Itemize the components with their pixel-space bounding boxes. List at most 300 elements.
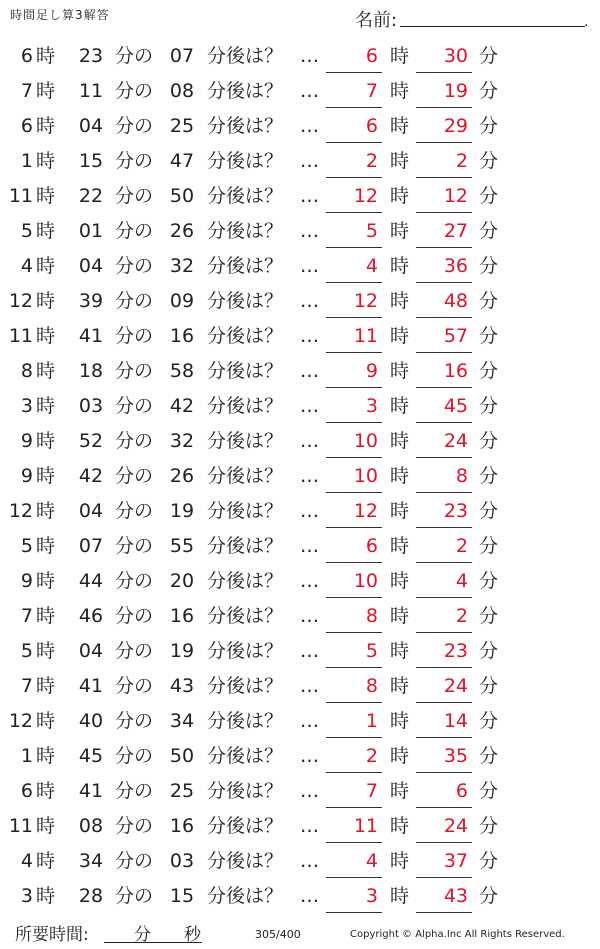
hour-unit: 時 [36, 255, 56, 277]
answer-minute-line [416, 212, 472, 213]
answer-minute-unit: 分 [479, 605, 499, 627]
answer-minute-line [416, 702, 472, 703]
problem-row [0, 144, 600, 179]
ellipsis: … [300, 430, 320, 452]
answer-minute[interactable]: 29 [443, 115, 468, 137]
hour-unit: 時 [36, 45, 56, 67]
answer-minute-line [416, 597, 472, 598]
question-text: 分後は？ [207, 850, 284, 872]
answer-hour-line [326, 527, 382, 528]
ellipsis: … [300, 675, 320, 697]
start-hour: 7 [20, 605, 33, 627]
answer-minute-unit: 分 [479, 150, 499, 172]
start-minute: 22 [78, 185, 104, 207]
answer-minute[interactable]: 30 [443, 45, 468, 67]
answer-hour-line [326, 72, 382, 73]
start-minute: 41 [78, 325, 104, 347]
start-minute: 07 [78, 535, 104, 557]
problem-row [0, 179, 600, 214]
answer-hour-line [326, 562, 382, 563]
answer-minute-line [416, 912, 472, 913]
start-minute: 45 [78, 745, 104, 767]
answer-minute[interactable]: 2 [455, 150, 468, 172]
start-hour: 11 [8, 815, 33, 837]
problem-row [0, 704, 600, 739]
minute-of-label: 分の [115, 290, 154, 312]
answer-minute[interactable]: 6 [455, 780, 468, 802]
answer-minute-line [416, 107, 472, 108]
answer-minute-line [416, 352, 472, 353]
start-hour: 12 [8, 290, 33, 312]
answer-minute[interactable]: 4 [455, 570, 468, 592]
question-text: 分後は？ [207, 500, 284, 522]
answer-hour-unit: 時 [390, 115, 410, 137]
start-minute: 41 [78, 675, 104, 697]
hour-unit: 時 [36, 710, 56, 732]
added-minutes: 15 [169, 885, 195, 907]
answer-minute-unit: 分 [479, 80, 499, 102]
answer-minute-unit: 分 [479, 500, 499, 522]
problem-row [0, 669, 600, 704]
ellipsis: … [300, 115, 320, 137]
start-hour: 3 [20, 395, 33, 417]
answer-minute-line [416, 492, 472, 493]
ellipsis: … [300, 710, 320, 732]
question-text: 分後は？ [207, 185, 284, 207]
question-text: 分後は？ [207, 290, 284, 312]
answer-hour[interactable]: 10 [353, 570, 378, 592]
minute-of-label: 分の [115, 500, 154, 522]
added-minutes: 26 [169, 465, 195, 487]
ellipsis: … [300, 570, 320, 592]
start-minute: 28 [78, 885, 104, 907]
ellipsis: … [300, 80, 320, 102]
answer-hour-unit: 時 [390, 185, 410, 207]
minute-of-label: 分の [115, 570, 154, 592]
question-text: 分後は？ [207, 150, 284, 172]
name-field-dot: . [584, 14, 589, 30]
answer-minute[interactable]: 57 [443, 325, 468, 347]
answer-minute-unit: 分 [479, 255, 499, 277]
start-minute: 15 [78, 150, 104, 172]
problem-row [0, 389, 600, 424]
added-minutes: 47 [169, 150, 195, 172]
answer-minute[interactable]: 2 [455, 535, 468, 557]
answer-hour[interactable]: 8 [365, 605, 378, 627]
question-text: 分後は？ [207, 115, 284, 137]
ellipsis: … [300, 885, 320, 907]
answer-hour-line [326, 107, 382, 108]
start-minute: 39 [78, 290, 104, 312]
hour-unit: 時 [36, 570, 56, 592]
answer-minute[interactable]: 24 [443, 675, 468, 697]
answer-minute-line [416, 807, 472, 808]
start-hour: 12 [8, 710, 33, 732]
answer-minute-unit: 分 [479, 290, 499, 312]
added-minutes: 50 [169, 745, 195, 767]
problem-row [0, 774, 600, 809]
problem-row [0, 424, 600, 459]
answer-minute[interactable]: 37 [443, 850, 468, 872]
answer-hour-line [326, 177, 382, 178]
start-hour: 5 [20, 220, 33, 242]
question-text: 分後は？ [207, 885, 284, 907]
start-hour: 1 [20, 745, 33, 767]
answer-hour[interactable]: 2 [365, 150, 378, 172]
ellipsis: … [300, 150, 320, 172]
question-text: 分後は？ [207, 395, 284, 417]
ellipsis: … [300, 745, 320, 767]
answer-hour-line [326, 317, 382, 318]
answer-hour[interactable]: 11 [353, 815, 378, 837]
problem-row [0, 39, 600, 74]
minute-of-label: 分の [115, 675, 154, 697]
answer-hour-line [326, 492, 382, 493]
answer-hour-unit: 時 [390, 395, 410, 417]
answer-hour[interactable]: 12 [353, 500, 378, 522]
answer-hour-line [326, 387, 382, 388]
start-hour: 7 [20, 675, 33, 697]
start-hour: 9 [20, 465, 33, 487]
answer-hour[interactable]: 12 [353, 290, 378, 312]
answer-minute[interactable]: 48 [443, 290, 468, 312]
answer-minute[interactable]: 23 [443, 640, 468, 662]
start-minute: 03 [78, 395, 104, 417]
answer-hour-unit: 時 [390, 150, 410, 172]
answer-minute-line [416, 562, 472, 563]
problem-row [0, 739, 600, 774]
start-hour: 1 [20, 150, 33, 172]
elapsed-second-unit: 秒 [184, 925, 201, 945]
question-text: 分後は？ [207, 745, 284, 767]
minute-of-label: 分の [115, 465, 154, 487]
answer-hour[interactable]: 9 [365, 360, 378, 382]
answer-hour[interactable]: 6 [365, 115, 378, 137]
question-text: 分後は？ [207, 325, 284, 347]
start-minute: 23 [78, 45, 104, 67]
added-minutes: 16 [169, 605, 195, 627]
answer-hour-line [326, 457, 382, 458]
problem-row [0, 844, 600, 879]
answer-hour-line [326, 912, 382, 913]
problem-row [0, 459, 600, 494]
answer-hour[interactable]: 6 [365, 45, 378, 67]
ellipsis: … [300, 640, 320, 662]
problem-row [0, 354, 600, 389]
hour-unit: 時 [36, 290, 56, 312]
answer-minute-unit: 分 [479, 780, 499, 802]
answer-hour-line [326, 772, 382, 773]
answer-hour-unit: 時 [390, 430, 410, 452]
answer-minute[interactable]: 12 [443, 185, 468, 207]
question-text: 分後は？ [207, 640, 284, 662]
answer-minute-unit: 分 [479, 675, 499, 697]
hour-unit: 時 [36, 430, 56, 452]
start-minute: 34 [78, 850, 104, 872]
minute-of-label: 分の [115, 430, 154, 452]
question-text: 分後は？ [207, 45, 284, 67]
ellipsis: … [300, 255, 320, 277]
answer-hour[interactable]: 3 [365, 395, 378, 417]
start-minute: 04 [78, 115, 104, 137]
start-minute: 42 [78, 465, 104, 487]
start-hour: 6 [20, 115, 33, 137]
answer-minute-line [416, 247, 472, 248]
start-minute: 46 [78, 605, 104, 627]
elapsed-time-label: 所要時間: [15, 925, 89, 945]
ellipsis: … [300, 360, 320, 382]
answer-hour-unit: 時 [390, 815, 410, 837]
question-text: 分後は？ [207, 570, 284, 592]
worksheet-title: 時間足し算3解答 [10, 8, 110, 22]
hour-unit: 時 [36, 780, 56, 802]
answer-minute-line [416, 177, 472, 178]
answer-minute[interactable]: 8 [455, 465, 468, 487]
answer-hour-unit: 時 [390, 80, 410, 102]
ellipsis: … [300, 290, 320, 312]
added-minutes: 09 [169, 290, 195, 312]
elapsed-minute-unit: 分 [134, 925, 151, 945]
answer-minute-line [416, 317, 472, 318]
answer-minute-unit: 分 [479, 710, 499, 732]
minute-of-label: 分の [115, 395, 154, 417]
answer-hour[interactable]: 1 [365, 710, 378, 732]
answer-minute-line [416, 527, 472, 528]
minute-of-label: 分の [115, 220, 154, 242]
answer-hour-unit: 時 [390, 710, 410, 732]
answer-minute-unit: 分 [479, 325, 499, 347]
answer-hour-line [326, 737, 382, 738]
start-minute: 40 [78, 710, 104, 732]
answer-minute[interactable]: 24 [443, 815, 468, 837]
answer-hour-line [326, 667, 382, 668]
name-label: 名前: [355, 10, 398, 31]
answer-minute[interactable]: 2 [455, 605, 468, 627]
ellipsis: … [300, 220, 320, 242]
answer-hour-unit: 時 [390, 885, 410, 907]
hour-unit: 時 [36, 885, 56, 907]
answer-minute-line [416, 737, 472, 738]
answer-hour-unit: 時 [390, 290, 410, 312]
answer-hour[interactable]: 2 [365, 745, 378, 767]
ellipsis: … [300, 395, 320, 417]
hour-unit: 時 [36, 640, 56, 662]
answer-hour-unit: 時 [390, 675, 410, 697]
problem-row [0, 249, 600, 284]
answer-minute-line [416, 142, 472, 143]
problem-row [0, 564, 600, 599]
ellipsis: … [300, 185, 320, 207]
start-hour: 4 [20, 850, 33, 872]
added-minutes: 07 [169, 45, 195, 67]
added-minutes: 58 [169, 360, 195, 382]
answer-minute-line [416, 422, 472, 423]
answer-minute-line [416, 842, 472, 843]
answer-hour-unit: 時 [390, 780, 410, 802]
problem-row [0, 74, 600, 109]
answer-hour[interactable]: 4 [365, 850, 378, 872]
ellipsis: … [300, 465, 320, 487]
answer-hour-line [326, 422, 382, 423]
answer-hour-line [326, 282, 382, 283]
answer-hour[interactable]: 7 [365, 780, 378, 802]
added-minutes: 25 [169, 780, 195, 802]
answer-hour[interactable]: 5 [365, 640, 378, 662]
answer-minute-line [416, 667, 472, 668]
hour-unit: 時 [36, 185, 56, 207]
added-minutes: 19 [169, 500, 195, 522]
answer-hour-line [326, 212, 382, 213]
question-text: 分後は？ [207, 605, 284, 627]
elapsed-time-underline[interactable] [104, 942, 202, 943]
answer-hour-line [326, 877, 382, 878]
answer-minute[interactable]: 23 [443, 500, 468, 522]
minute-of-label: 分の [115, 185, 154, 207]
answer-hour[interactable]: 12 [353, 185, 378, 207]
minute-of-label: 分の [115, 535, 154, 557]
hour-unit: 時 [36, 850, 56, 872]
question-text: 分後は？ [207, 815, 284, 837]
start-minute: 52 [78, 430, 104, 452]
answer-hour-unit: 時 [390, 745, 410, 767]
answer-minute-line [416, 772, 472, 773]
added-minutes: 26 [169, 220, 195, 242]
problem-row [0, 214, 600, 249]
answer-minute-unit: 分 [479, 185, 499, 207]
ellipsis: … [300, 500, 320, 522]
answer-hour[interactable]: 7 [365, 80, 378, 102]
answer-hour-line [326, 632, 382, 633]
answer-minute-unit: 分 [479, 395, 499, 417]
answer-hour-unit: 時 [390, 850, 410, 872]
question-text: 分後は？ [207, 780, 284, 802]
name-field-line[interactable] [400, 26, 585, 27]
answer-hour[interactable]: 10 [353, 430, 378, 452]
answer-hour[interactable]: 4 [365, 255, 378, 277]
answer-hour[interactable]: 5 [365, 220, 378, 242]
added-minutes: 16 [169, 815, 195, 837]
hour-unit: 時 [36, 360, 56, 382]
added-minutes: 08 [169, 80, 195, 102]
added-minutes: 50 [169, 185, 195, 207]
answer-minute[interactable]: 19 [443, 80, 468, 102]
answer-minute[interactable]: 27 [443, 220, 468, 242]
page-number: 305/400 [255, 928, 301, 941]
answer-minute-line [416, 387, 472, 388]
answer-hour[interactable]: 10 [353, 465, 378, 487]
answer-minute-unit: 分 [479, 465, 499, 487]
answer-minute-unit: 分 [479, 430, 499, 452]
added-minutes: 25 [169, 115, 195, 137]
answer-hour[interactable]: 3 [365, 885, 378, 907]
answer-minute[interactable]: 45 [443, 395, 468, 417]
answer-hour-line [326, 247, 382, 248]
problem-row [0, 529, 600, 564]
minute-of-label: 分の [115, 45, 154, 67]
start-minute: 18 [78, 360, 104, 382]
answer-hour-line [326, 142, 382, 143]
ellipsis: … [300, 605, 320, 627]
minute-of-label: 分の [115, 115, 154, 137]
ellipsis: … [300, 45, 320, 67]
answer-hour-unit: 時 [390, 500, 410, 522]
hour-unit: 時 [36, 80, 56, 102]
hour-unit: 時 [36, 535, 56, 557]
answer-hour-unit: 時 [390, 640, 410, 662]
ellipsis: … [300, 850, 320, 872]
minute-of-label: 分の [115, 745, 154, 767]
question-text: 分後は？ [207, 360, 284, 382]
answer-minute-unit: 分 [479, 815, 499, 837]
problem-row [0, 319, 600, 354]
start-hour: 4 [20, 255, 33, 277]
added-minutes: 03 [169, 850, 195, 872]
question-text: 分後は？ [207, 220, 284, 242]
added-minutes: 19 [169, 640, 195, 662]
answer-minute-unit: 分 [479, 360, 499, 382]
answer-hour-unit: 時 [390, 570, 410, 592]
start-hour: 3 [20, 885, 33, 907]
start-hour: 9 [20, 570, 33, 592]
minute-of-label: 分の [115, 255, 154, 277]
start-hour: 12 [8, 500, 33, 522]
answer-hour-unit: 時 [390, 605, 410, 627]
hour-unit: 時 [36, 605, 56, 627]
start-minute: 04 [78, 500, 104, 522]
answer-minute-unit: 分 [479, 850, 499, 872]
answer-hour-unit: 時 [390, 535, 410, 557]
start-hour: 7 [20, 80, 33, 102]
start-hour: 5 [20, 640, 33, 662]
answer-hour-unit: 時 [390, 45, 410, 67]
answer-minute[interactable]: 14 [443, 710, 468, 732]
answer-hour-unit: 時 [390, 465, 410, 487]
answer-hour-unit: 時 [390, 220, 410, 242]
answer-minute[interactable]: 24 [443, 430, 468, 452]
minute-of-label: 分の [115, 150, 154, 172]
start-hour: 6 [20, 780, 33, 802]
problem-row [0, 494, 600, 529]
problem-row [0, 809, 600, 844]
problem-row [0, 879, 600, 914]
answer-hour[interactable]: 11 [353, 325, 378, 347]
start-minute: 11 [78, 80, 104, 102]
answer-hour-unit: 時 [390, 255, 410, 277]
answer-minute-unit: 分 [479, 535, 499, 557]
start-hour: 5 [20, 535, 33, 557]
question-text: 分後は？ [207, 430, 284, 452]
start-minute: 41 [78, 780, 104, 802]
answer-minute[interactable]: 36 [443, 255, 468, 277]
problem-row [0, 109, 600, 144]
problem-row [0, 634, 600, 669]
hour-unit: 時 [36, 815, 56, 837]
answer-hour[interactable]: 8 [365, 675, 378, 697]
answer-minute[interactable]: 35 [443, 745, 468, 767]
minute-of-label: 分の [115, 640, 154, 662]
minute-of-label: 分の [115, 360, 154, 382]
question-text: 分後は？ [207, 675, 284, 697]
answer-hour[interactable]: 6 [365, 535, 378, 557]
start-hour: 9 [20, 430, 33, 452]
added-minutes: 34 [169, 710, 195, 732]
answer-minute[interactable]: 43 [443, 885, 468, 907]
start-hour: 8 [20, 360, 33, 382]
copyright-text: Copyright © Alpha.Inc All Rights Reserved. [350, 929, 565, 940]
minute-of-label: 分の [115, 605, 154, 627]
answer-minute[interactable]: 16 [443, 360, 468, 382]
start-minute: 44 [78, 570, 104, 592]
